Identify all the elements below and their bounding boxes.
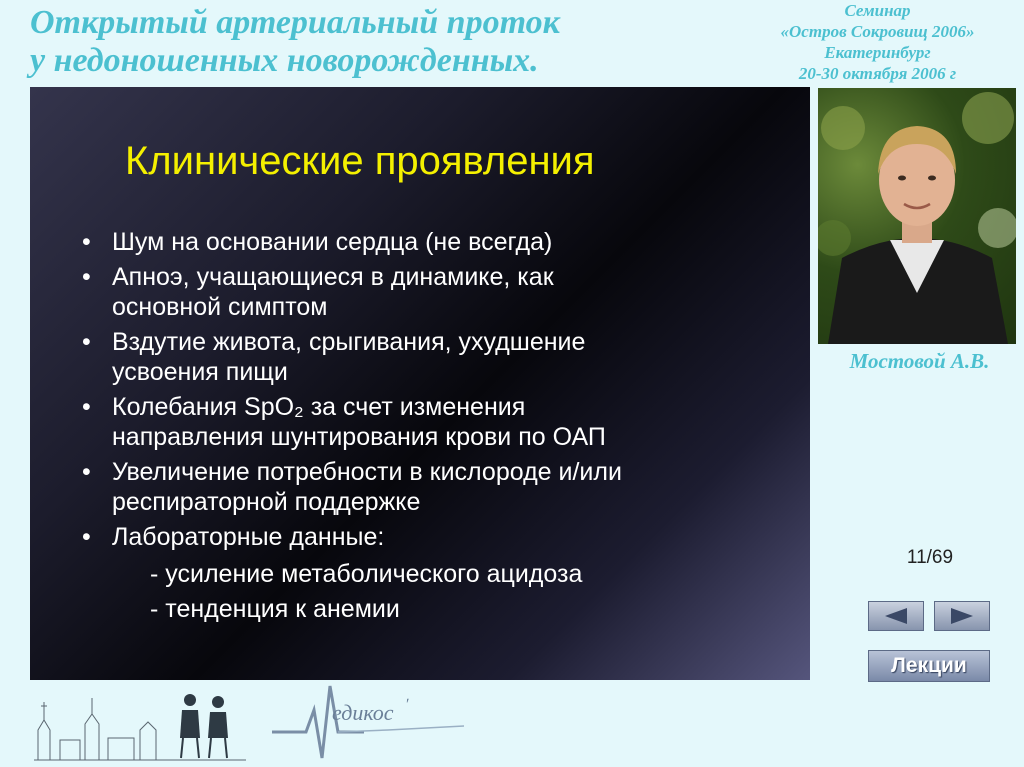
seminar-line-3: Екатеринбург	[824, 43, 931, 62]
bullet-text-6-1: Лабораторные данные:	[112, 523, 385, 551]
bullet-text-2-2: основной симптом	[112, 293, 328, 321]
right-arrow-icon	[947, 607, 977, 625]
bullet-text-4-2: направления шунтирования крови по ОАП	[112, 423, 606, 451]
bullet-list	[78, 227, 798, 627]
previous-slide-button[interactable]	[868, 601, 924, 631]
lectures-button[interactable]: Лекции	[868, 650, 990, 682]
medikos-logo	[268, 680, 468, 762]
logo-mark: ʹ	[406, 696, 410, 713]
sub-item-2: - тенденция к анемии	[150, 595, 400, 623]
bullet-dot: •	[82, 523, 91, 551]
author-name: Мостовой А.В.	[849, 349, 990, 373]
bullet-item	[78, 327, 798, 387]
bullet-item	[78, 227, 798, 257]
bullet-dot: •	[82, 263, 91, 291]
author-photo	[818, 88, 1016, 344]
bullet-text-1-1: Шум на основании сердца (не всегда)	[112, 228, 553, 256]
page-title	[30, 4, 750, 80]
bullet-text-4-1: Колебания SpO₂ за счет изменения	[112, 393, 526, 421]
bullet-dot: •	[82, 458, 91, 486]
left-arrow-icon	[881, 607, 911, 625]
city-sketch-illustration	[30, 680, 250, 762]
sub-item-1: - усиление метаболического ацидоза	[150, 560, 583, 588]
bullet-text-5-2: респираторной поддержке	[112, 488, 421, 516]
bullet-dot: •	[82, 393, 91, 421]
bullet-dot: •	[82, 328, 91, 356]
bullet-item	[78, 262, 798, 322]
seminar-line-4: 20-30 октября 2006 г	[798, 64, 957, 83]
seminar-line-2: «Остров Сокровищ 2006»	[780, 22, 975, 41]
slide-counter: 11/69	[906, 547, 954, 568]
bullet-item	[78, 392, 798, 452]
slide-heading: Клинические проявления	[125, 139, 595, 183]
seminar-line-1: Семинар	[844, 1, 911, 20]
bullet-item	[78, 457, 798, 517]
bullet-text-3-2: усвоения пищи	[112, 358, 288, 386]
bullet-text-3-1: Вздутие живота, срыгивания, ухудшение	[112, 328, 586, 356]
bullet-dot: •	[82, 228, 91, 256]
title-line-2: у недоношенных новорожденных.	[30, 42, 539, 79]
title-line-1: Открытый артериальный проток	[30, 4, 560, 41]
seminar-info	[755, 0, 1000, 84]
bullet-text-2-1: Апноэ, учащающиеся в динамике, как	[112, 263, 554, 291]
bullet-item	[78, 522, 798, 552]
next-slide-button[interactable]	[934, 601, 990, 631]
bullet-text-5-1: Увеличение потребности в кислороде и/или	[112, 458, 622, 486]
logo-text: едикос	[332, 700, 394, 725]
slide-panel	[30, 87, 810, 680]
